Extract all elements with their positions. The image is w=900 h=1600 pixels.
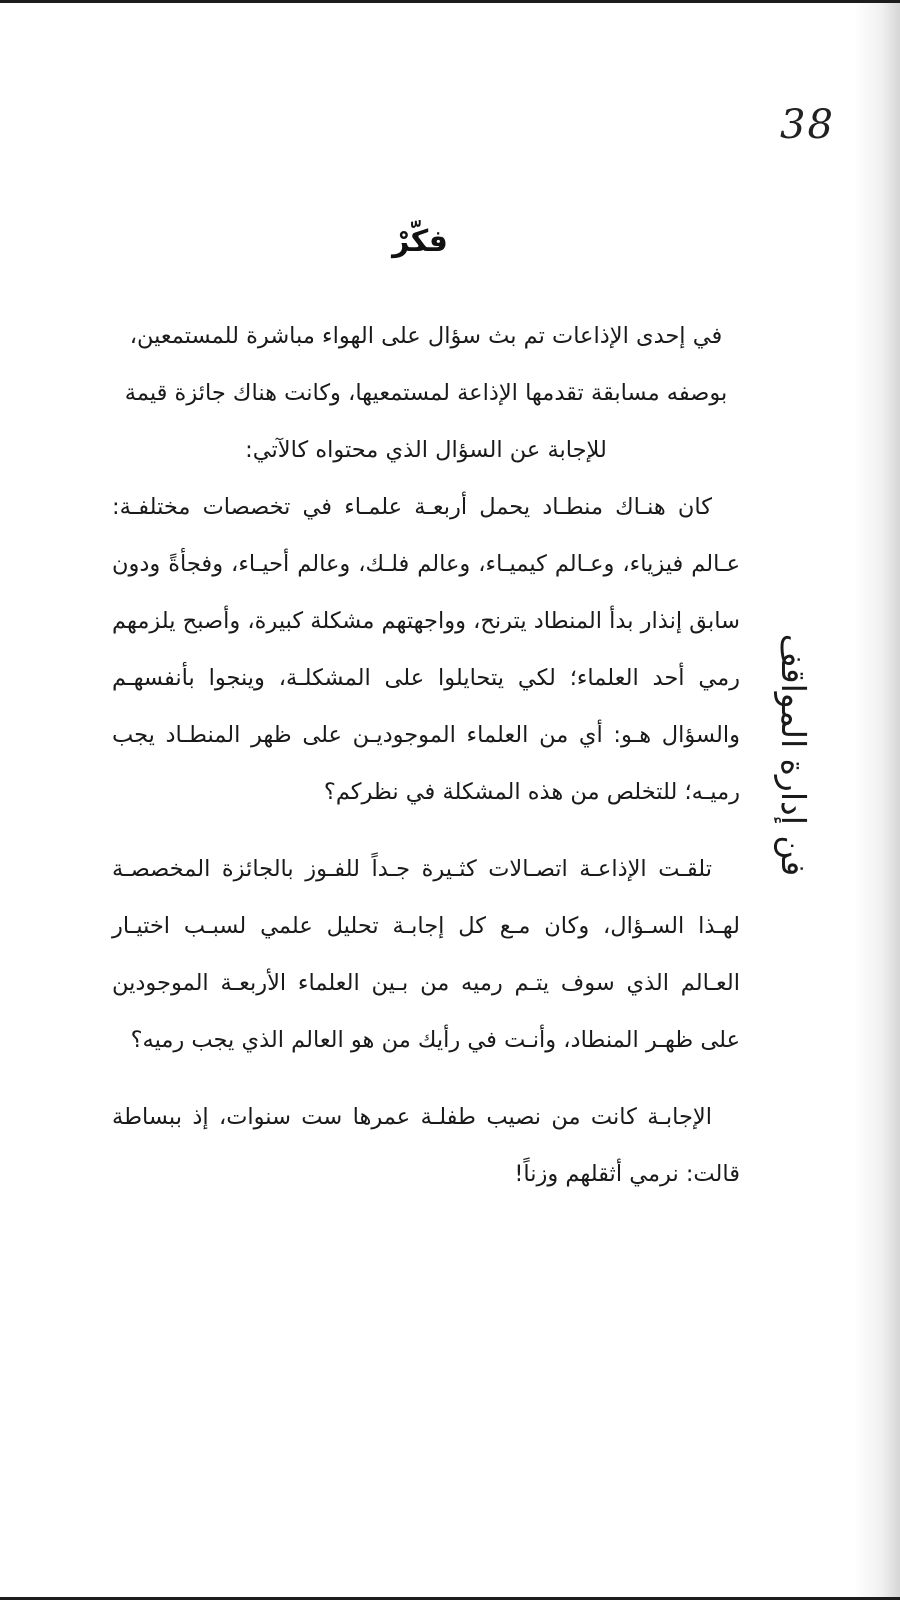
paragraph-answer: الإجابـة كانت من نصيب طفلـة عمرها ست سنوات، إذ ببساطة قالت: نرمي أثقلهم وزناً! — [112, 1104, 740, 1187]
chapter-title: فكّرْ — [392, 224, 448, 259]
page-number: 38 — [780, 102, 835, 148]
paragraph-question: كان هنـاك منطـاد يحمل أربعـة علمـاء في تخصصات مختلفـة: عـالم فيزياء، وعـالم كيميـاء، وعالم فلـك، وعالم أحيـاء، وفجأةً ودون سابق إنذار بدأ المنطاد يترنح، وواجهتهم مشكلة كبيرة، وأصبح يلزمهم رمي أحد العلماء؛ لكي يتحايلوا على المشكلـة، وينجوا بأنفسهـم والسؤال هـو: أي من العلماء الموجوديـن على ظهر المنطـاد يجب رميـه؛ للتخلص من هذه المشكلة في نظركم؟ — [112, 494, 740, 805]
page-edge-shadow — [854, 3, 900, 1597]
book-side-title: فن إدارة المواقف — [774, 633, 813, 877]
top-border — [0, 0, 900, 3]
paragraph-calls: تلقـت الإذاعـة اتصـالات كثـيرة جـداً للفـوز بالجائزة المخصصـة لهـذا السـؤال، وكان مـع كل إجابـة تحليل علمي لسبـب اختيـار العـالم الذي سوف يتـم رميه من بـين العلماء الأربعـة الموجودين على ظهـر المنطاد، وأنـت في رأيك من هو العالم الذي يجب رميه؟ — [112, 856, 740, 1053]
paragraph-intro: في إحدى الإذاعات تم بث سؤال على الهواء مباشرة للمستمعين، بوصفه مسابقة تقدمها الإذاعة لمستمعيها، وكانت هناك جائزة قيمة للإجابة عن السؤال الذي محتواه كالآتي: — [124, 323, 728, 463]
body-text — [112, 308, 740, 1203]
